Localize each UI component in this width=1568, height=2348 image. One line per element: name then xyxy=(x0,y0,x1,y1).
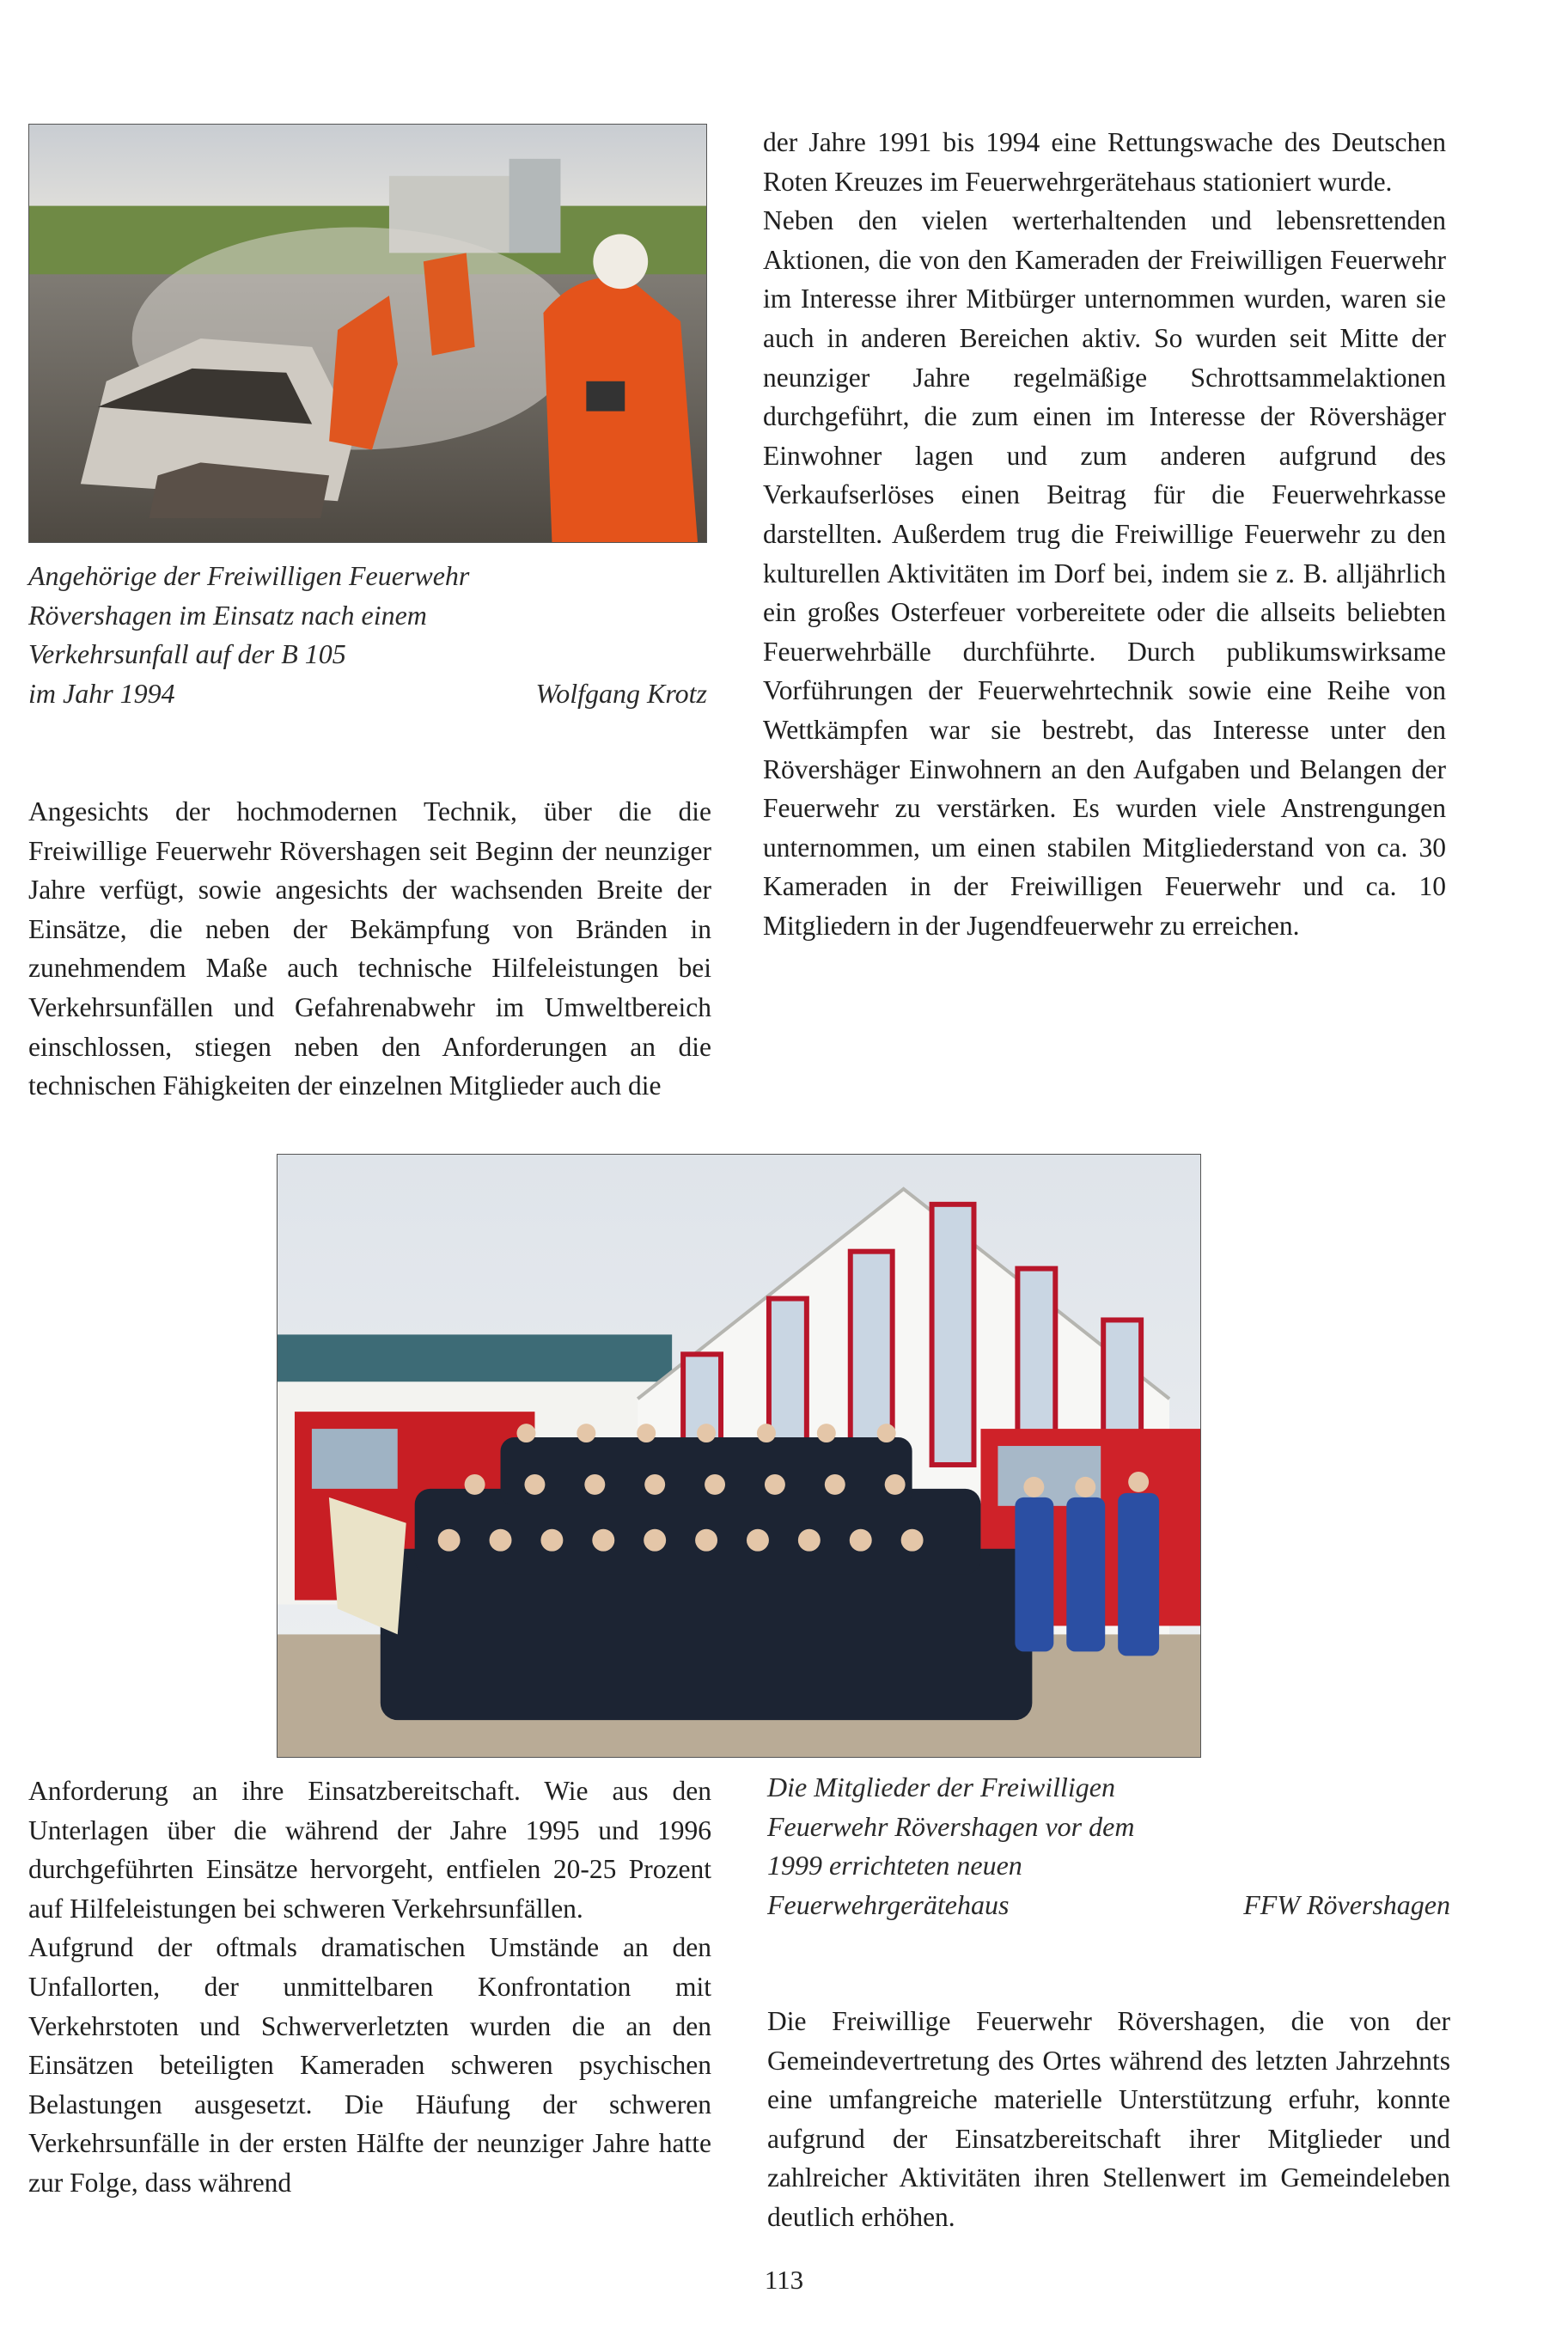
caption-line: Feuerwehr Rövershagen vor dem xyxy=(767,1810,1135,1842)
body-paragraph: Die Freiwillige Feuerwehr Rövershagen, die von der Gemeindevertretung des Ortes während des letzten Jahrzehnts eine umfangreiche materielle Unterstützung erfuhr, konnte aufgrund der Einsatzbereitschaft ihrer Mitglieder und zahlreicher Aktivitäten ihren Stellenwert im Gemeindeleben deutlich erhöhen. xyxy=(767,2006,1450,2232)
caption-line: Die Mitglieder der Freiwilligen xyxy=(767,1772,1115,1802)
body-paragraph: Angesichts der hochmodernen Technik, über die die Freiwillige Feuerwehr Rövershagen seit Beginn der neunziger Jahre verfügt, sowie angesichts der wachsenden Breite der Einsätze, die neben der Bekämpfung von Bränden in zunehmendem Maße auch technische Hilfeleistungen bei Verkehrsunfällen und Gefahrenabwehr im Umweltbereich einschlossen, stiegen neben den Anforderungen an die technischen Fähigkeiten der einzelnen Mitglieder auch die xyxy=(28,796,711,1101)
caption-row xyxy=(28,674,707,714)
caption-line: Verkehrsunfall auf der B 105 xyxy=(28,638,346,669)
body-paragraph: Anforderung an ihre Einsatzbereitschaft. Wie aus den Unterlagen über die während der Jahre 1995 und 1996 durchgeführten Einsätze hervorgeht, entfielen 20-25 Prozent auf Hilfeleistungen bei schweren Verkehrsunfällen. xyxy=(28,1776,711,1924)
accident-photo xyxy=(28,124,707,543)
left-column-top xyxy=(28,792,711,1106)
group-photo-illustration xyxy=(278,1155,1200,1757)
accident-photo-illustration xyxy=(29,125,706,542)
body-paragraph: Aufgrund der oftmals dramatischen Umstände an den Unfallorten, der unmittelbaren Konfrontation mit Verkehrstoten und Schwerverletzten wurden die an den Einsätzen beteiligten Kameraden schweren psychischen Belastungen ausgesetzt. Die Häufung der schweren Verkehrsunfälle in der ersten Hälfte der neunziger Jahre hatte zur Folge, dass während xyxy=(28,1932,711,2198)
page-number: 113 xyxy=(764,2265,804,2295)
caption-line: Angehörige der Freiwilligen Feuerwehr xyxy=(28,560,470,591)
caption-line: im Jahr 1994 xyxy=(28,677,175,709)
caption-line: 1999 errichteten neuen xyxy=(767,1850,1022,1881)
caption-line: Feuerwehrgerätehaus xyxy=(767,1888,1010,1920)
group-photo-caption xyxy=(767,1768,1450,1924)
accident-photo-caption xyxy=(28,557,707,713)
body-paragraph: der Jahre 1991 bis 1994 eine Rettungswache des Deutschen Roten Kreuzes im Feuerwehrgerätehaus stationiert wurde. xyxy=(763,127,1446,197)
photo-credit: FFW Rövershagen xyxy=(1243,1888,1450,1920)
right-column-bottom xyxy=(767,2002,1450,2237)
left-column-bottom xyxy=(28,1772,711,2203)
group-photo xyxy=(277,1154,1201,1758)
body-paragraph: Neben den vielen werterhaltenden und lebensrettenden Aktionen, die von den Kameraden der Freiwilligen Feuerwehr im Interesse ihrer Mitbürger unternommen wurden, waren sie auch in anderen Bereichen aktiv. So wurden seit Mitte der neunziger Jahre regelmäßige Schrottsammelaktionen durchgeführt, die zum einen im Interesse der Rövershäger Einwohner lagen und zum anderen aufgrund des Verkaufserlöses einen Beitrag für die Feuerwehrkasse darstellten. Außerdem trug die Freiwillige Feuerwehr zu den kulturellen Aktivitäten im Dorf bei, indem sie z. B. alljährlich ein großes Osterfeuer vorbereitete oder die allseits beliebten Feuerwehrbälle durchführte. Durch publikumswirksame Vorführungen der Feuerwehrtechnik sowie eine Reihe von Wettkämpfen war sie bestrebt, das Interesse unter den Rövershäger Einwohnern an den Aufgaben und Belangen der Feuerwehr zu verstärken. Es wurden viele Anstrengungen unternommen, um einen stabilen Mitgliederstand von ca. 30 Kameraden in der Freiwilligen Feuerwehr und ca. 10 Mitgliedern in der Jugendfeuerwehr zu erreichen. xyxy=(763,205,1446,941)
caption-line: Rövershagen im Einsatz nach einem xyxy=(28,599,427,631)
caption-row xyxy=(767,1886,1450,1925)
photo-credit: Wolfgang Krotz xyxy=(535,677,707,709)
right-column-top xyxy=(763,123,1446,945)
